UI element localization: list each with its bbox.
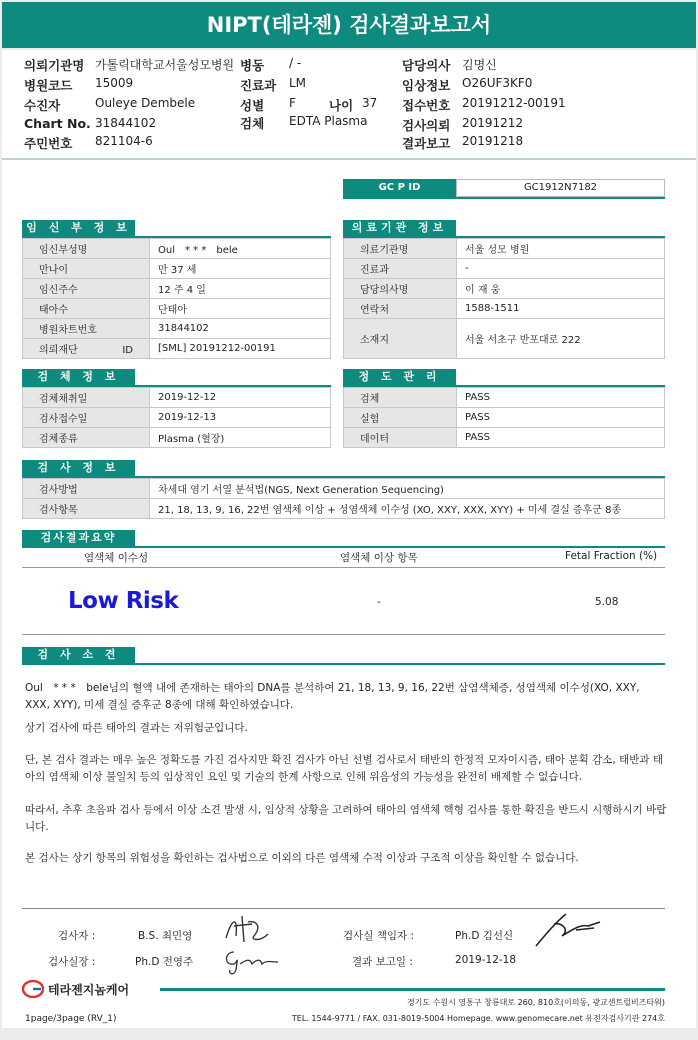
qc-info-table — [343, 387, 665, 448]
summary-col-ff: Fetal Fraction (%) — [565, 550, 658, 562]
table-row — [23, 339, 331, 359]
code-value: 15009 — [95, 76, 134, 90]
row-value: 이 재 웅 — [457, 279, 665, 299]
row-key: 검체종류 — [23, 428, 150, 448]
row-key: 소재지 — [344, 319, 457, 359]
row-key: 검사항목 — [23, 499, 150, 519]
gcp-underline — [343, 197, 665, 199]
institution-info-table — [343, 238, 665, 359]
resp-name: Ph.D 김선신 — [455, 930, 514, 942]
table-row — [344, 428, 665, 448]
row-key: 데이터 — [344, 428, 457, 448]
repdate-value: 20191218 — [462, 134, 524, 148]
report-date-label: 결과 보고일 : — [352, 956, 413, 968]
chief-signature-icon — [222, 944, 282, 978]
opinion-paragraph-5: 본 검사는 상기 항목의 위험성을 확인하는 검사법으로 이외의 다른 염색체 수적 이상과 구조적 이상을 확인할 수 없습니다. — [25, 852, 579, 864]
row-key: 태아수 — [23, 299, 150, 319]
table-row — [344, 259, 665, 279]
age-label: 나이 — [329, 98, 354, 113]
patient-info-header — [2, 50, 696, 156]
ward-label: 병동 — [240, 58, 265, 73]
report-title: NIPT(테라젠) 검사결과보고서 — [2, 2, 696, 48]
opinion-section-line — [22, 663, 665, 665]
accno-label: 접수번호 — [402, 98, 451, 113]
gcp-id-label: GC P ID — [343, 179, 456, 197]
test-section-title: 검 사 정 보 — [22, 460, 135, 476]
clinic-value: O26UF3KF0 — [462, 76, 533, 90]
row-value: PASS — [457, 428, 665, 448]
opinion-paragraph-4: 따라서, 추후 초음파 검사 등에서 이상 소견 발생 시, 임상적 상황을 고려하여 태아의 염색체 핵형 검사를 통한 확진을 반드시 시행하시기 바랍니다. — [25, 804, 667, 833]
accno-value: 20191212-00191 — [462, 96, 566, 110]
table-row — [344, 388, 665, 408]
row-value: 12 주 4 일 — [150, 279, 331, 299]
chief-label: 검사실장 : — [48, 956, 96, 968]
summary-end-line — [22, 634, 665, 635]
risk-result: Low Risk — [68, 588, 179, 614]
table-row — [23, 499, 665, 519]
dept-value: LM — [289, 76, 307, 90]
row-value: 2019-12-13 — [150, 408, 331, 428]
doctor-value: 김명신 — [462, 58, 497, 72]
footer-contact: TEL. 1544-9771 / FAX. 031-8019-5004 Homepage. www.genomecare.net 유전자검사기관 274호 — [291, 1014, 665, 1023]
row-key: 검체채취일 — [23, 388, 150, 408]
row-value: 단태아 — [150, 299, 331, 319]
doctor-label: 담당의사 — [402, 58, 451, 73]
row-value: PASS — [457, 388, 665, 408]
row-value: 차세대 염기 서열 분석법(NGS, Next Generation Sequencing) — [150, 479, 665, 499]
row-key: 연락처 — [344, 299, 457, 319]
row-key: 임신주수 — [23, 279, 150, 299]
row-value: 서울 서초구 반포대로 222 — [457, 319, 665, 359]
abnormal-value: - — [377, 596, 381, 608]
code-label: 병원코드 — [24, 78, 73, 93]
table-row — [23, 299, 331, 319]
opinion-paragraph-3: 단, 본 검사 결과는 매우 높은 정확도를 가진 검사지만 확진 검사가 아닌 선별 검사로서 태반의 한정적 모자이시즘, 태아 분획 감소, 태반과 태아의 염색체 이상 불일치 등의 임상적인 요인 및 기술의 한계 사항으로 인해 위음성의 가능성을 완전히 배제할 수 없습니다. — [25, 754, 663, 783]
company-logo-icon — [22, 980, 44, 998]
row-value: 서울 성모 병원 — [457, 239, 665, 259]
fetal-fraction-value: 5.08 — [595, 596, 619, 608]
summary-col-aneuploidy: 염색체 이수성 — [84, 552, 149, 564]
summary-column-headers — [22, 548, 665, 568]
spec-label: 검체 — [240, 116, 265, 131]
test-info-table — [22, 478, 665, 519]
recv-value: Ouleye Dembele — [95, 96, 196, 110]
specimen-section-title: 검 체 정 보 — [22, 369, 135, 385]
chart-label: Chart No. — [24, 116, 91, 131]
table-row — [23, 388, 331, 408]
resp-label: 검사실 책임자 : — [343, 930, 415, 942]
row-key: 실험 — [344, 408, 457, 428]
row-value: Oul * * * bele — [150, 239, 331, 259]
ward-value: / - — [289, 56, 302, 70]
row-value: Plasma (혈장) — [150, 428, 331, 448]
gcp-id-box — [343, 179, 665, 197]
row-key: 만나이 — [23, 259, 150, 279]
row-value: [SML] 20191212-00191 — [150, 339, 331, 359]
row-value: 21, 18, 13, 9, 16, 22번 염색체 이상 + 성염색체 이수성 (XO, XXY, XXX, XYY) + 미세 결실 증후군 8종 — [150, 499, 665, 519]
summary-col-abnormal: 염색체 이상 항목 — [340, 552, 418, 564]
clinic-label: 임상정보 — [402, 78, 451, 93]
table-row — [23, 408, 331, 428]
company-name: 테라젠지놈케어 — [48, 982, 130, 997]
sex-label: 성별 — [240, 98, 265, 113]
reqdate-label: 검사의뢰 — [402, 118, 451, 133]
specimen-info-table — [22, 387, 331, 448]
table-row — [23, 239, 331, 259]
company-logo — [22, 980, 129, 998]
tester-signature-icon — [222, 912, 272, 948]
table-row — [23, 259, 331, 279]
gcp-id-value: GC1912N7182 — [456, 179, 665, 197]
row-value: 31844102 — [150, 319, 331, 339]
resp-signature-icon — [532, 910, 604, 950]
hosp-value: 가톨릭대학교서울성모병원 — [95, 58, 235, 72]
opinion-paragraph-2: 상기 검사에 따른 태아의 결과는 저위험군입니다. — [25, 722, 248, 734]
table-row — [344, 239, 665, 259]
qc-section-title: 정 도 관 리 — [343, 369, 456, 385]
row-key: 의뢰재단 ID — [23, 339, 150, 359]
summary-section-title: 검사결과요약 — [22, 530, 135, 546]
table-row — [23, 279, 331, 299]
table-row — [344, 299, 665, 319]
footer-line — [160, 988, 665, 991]
row-key: 검사방법 — [23, 479, 150, 499]
row-key: 진료과 — [344, 259, 457, 279]
recv-label: 수진자 — [24, 98, 61, 113]
pregnant-info-table — [22, 238, 331, 359]
table-row — [344, 279, 665, 299]
row-value: PASS — [457, 408, 665, 428]
row-key: 의료기관명 — [344, 239, 457, 259]
footer-address: 경기도 수원시 영통구 창룡대로 260, 810호(이의동, 광교센트럴비즈타워) — [406, 998, 665, 1007]
dept-label: 진료과 — [240, 78, 277, 93]
table-row — [23, 319, 331, 339]
reqdate-value: 20191212 — [462, 116, 524, 130]
row-key: 임신부성명 — [23, 239, 150, 259]
tester-label: 검사자 : — [58, 930, 96, 942]
chief-name: Ph.D 전영주 — [135, 956, 194, 968]
signature-divider — [22, 908, 665, 909]
tester-name: B.S. 최민영 — [138, 930, 193, 942]
age-value: 37 — [362, 96, 378, 110]
ssn-value: 821104-6 — [95, 134, 153, 148]
hosp-label: 의뢰기관명 — [24, 58, 85, 73]
opinion-section-title: 검 사 소 견 — [22, 647, 135, 663]
institution-section-title: 의료기관 정보 — [343, 220, 456, 236]
table-row — [23, 428, 331, 448]
repdate-label: 결과보고 — [402, 136, 451, 151]
spec-value: EDTA Plasma — [289, 114, 368, 128]
row-value: 만 37 세 — [150, 259, 331, 279]
ssn-label: 주민번호 — [24, 136, 73, 151]
report-date-value: 2019-12-18 — [455, 954, 517, 966]
header-divider — [2, 158, 696, 160]
table-row — [344, 319, 665, 359]
row-key: 병원차트번호 — [23, 319, 150, 339]
table-row — [23, 479, 665, 499]
sex-value: F — [289, 96, 296, 110]
page-indicator: 1page/3page (RV_1) — [25, 1014, 117, 1024]
row-value: 2019-12-12 — [150, 388, 331, 408]
pregnant-section-title: 임 신 부 정 보 — [22, 220, 135, 236]
row-key: 검사접수일 — [23, 408, 150, 428]
row-value: - — [457, 259, 665, 279]
row-key: 담당의사명 — [344, 279, 457, 299]
chart-value: 31844102 — [95, 116, 157, 130]
table-row — [344, 408, 665, 428]
opinion-paragraph-1: Oul * * * bele님의 혈액 내에 존재하는 태아의 DNA를 분석하여 21, 18, 13, 9, 16, 22번 삼염색체증, 성염색체 이수성(XO, XXY, XXX, XYY), 미세 결실 증후군 8종에 대해 확인하였습니다. — [25, 682, 640, 711]
row-value: 1588-1511 — [457, 299, 665, 319]
row-key: 검체 — [344, 388, 457, 408]
